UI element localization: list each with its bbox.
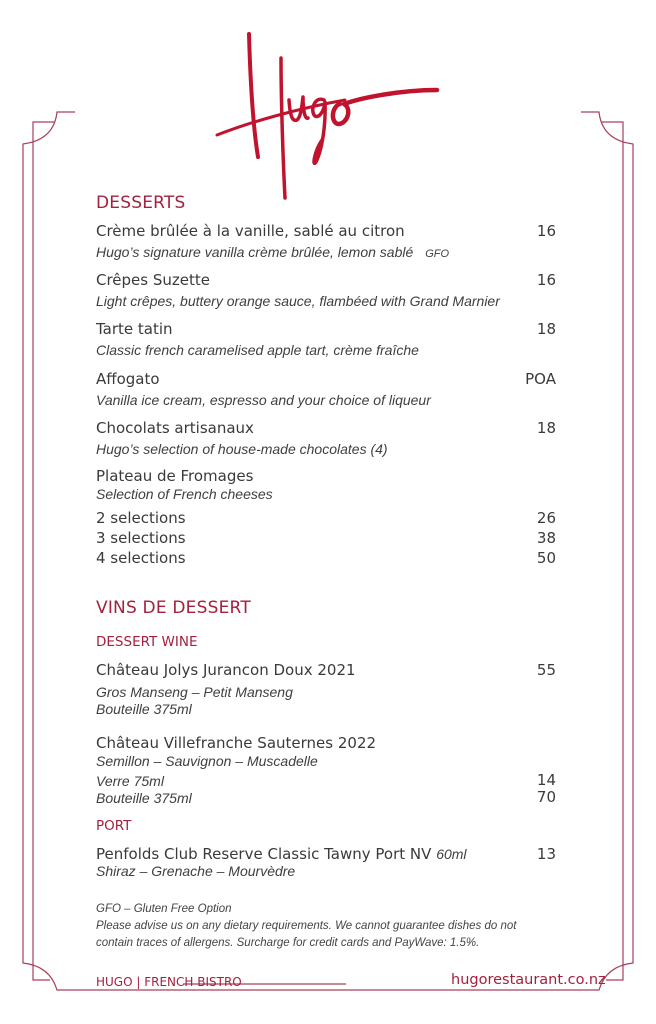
dessert-description: Vanilla ice cream, espresso and your choice of liqueur	[96, 392, 431, 408]
hugo-logo	[200, 20, 450, 205]
port-price: 13	[536, 845, 556, 863]
surcharge-note: contain traces of allergens. Surcharge for credit cards and PayWave: 1.5%.	[96, 937, 480, 949]
cheese-option-price: 50	[536, 549, 556, 567]
wine-price: 14	[536, 771, 556, 789]
dessert-wine-subheading: DESSERT WINE	[96, 634, 198, 650]
dessert-description	[96, 244, 449, 260]
port-name	[96, 845, 467, 863]
dessert-name: Tarte tatin	[96, 320, 173, 338]
cheese-option: 2 selections	[96, 509, 186, 527]
wine-name: Château Villefranche Sauternes 2022	[96, 734, 377, 752]
port-size: 60ml	[436, 846, 467, 862]
dessert-price: 16	[536, 271, 556, 289]
wine-grapes: Gros Manseng – Petit Manseng	[96, 684, 293, 700]
port-grapes: Shiraz – Grenache – Mourvèdre	[96, 863, 296, 879]
dessert-name: Affogato	[96, 370, 160, 388]
wine-price: 70	[536, 788, 556, 806]
wine-price: 55	[536, 661, 556, 679]
desserts-heading: DESSERTS	[96, 193, 186, 213]
wine-size: Bouteille 375ml	[96, 701, 192, 717]
dessert-price: POA	[525, 370, 556, 388]
gfo-legend: GFO – Gluten Free Option	[96, 903, 232, 915]
dietary-note: Please advise us on any dietary requirements. We cannot guarantee dishes do not	[96, 920, 517, 932]
cheese-name: Plateau de Fromages	[96, 467, 254, 485]
wines-heading: VINS DE DESSERT	[96, 598, 251, 618]
dessert-name: Crêpes Suzette	[96, 271, 210, 289]
cheese-option: 4 selections	[96, 549, 186, 567]
dessert-price: 18	[536, 320, 556, 338]
wine-size: Bouteille 375ml	[96, 790, 192, 806]
cheese-description: Selection of French cheeses	[96, 486, 273, 502]
dessert-description: Light crêpes, buttery orange sauce, flambéed with Grand Marnier	[96, 293, 500, 309]
wine-name: Château Jolys Jurancon Doux 2021	[96, 661, 356, 679]
footer-brand: HUGO | FRENCH BISTRO	[96, 975, 242, 989]
wine-size: Verre 75ml	[96, 773, 164, 789]
dessert-price: 16	[536, 222, 556, 240]
description-text: Hugo’s signature vanilla crème brûlée, lemon sablé	[96, 244, 414, 260]
gfo-badge: GFO	[425, 248, 450, 260]
dessert-description: Classic french caramelised apple tart, crème fraîche	[96, 342, 419, 358]
port-name-text: Penfolds Club Reserve Classic Tawny Port NV	[96, 845, 432, 863]
wine-grapes: Semillon – Sauvignon – Muscadelle	[96, 753, 318, 769]
dessert-price: 18	[536, 419, 556, 437]
cheese-option-price: 38	[536, 529, 556, 547]
footer-website-link[interactable]: hugorestaurant.co.nz	[451, 972, 606, 988]
dessert-name: Crème brûlée à la vanille, sablé au citron	[96, 222, 405, 240]
cheese-option-price: 26	[536, 509, 556, 527]
cheese-option: 3 selections	[96, 529, 186, 547]
port-subheading: PORT	[96, 818, 132, 834]
dessert-description: Hugo’s selection of house-made chocolates (4)	[96, 441, 388, 457]
dessert-name: Chocolats artisanaux	[96, 419, 254, 437]
